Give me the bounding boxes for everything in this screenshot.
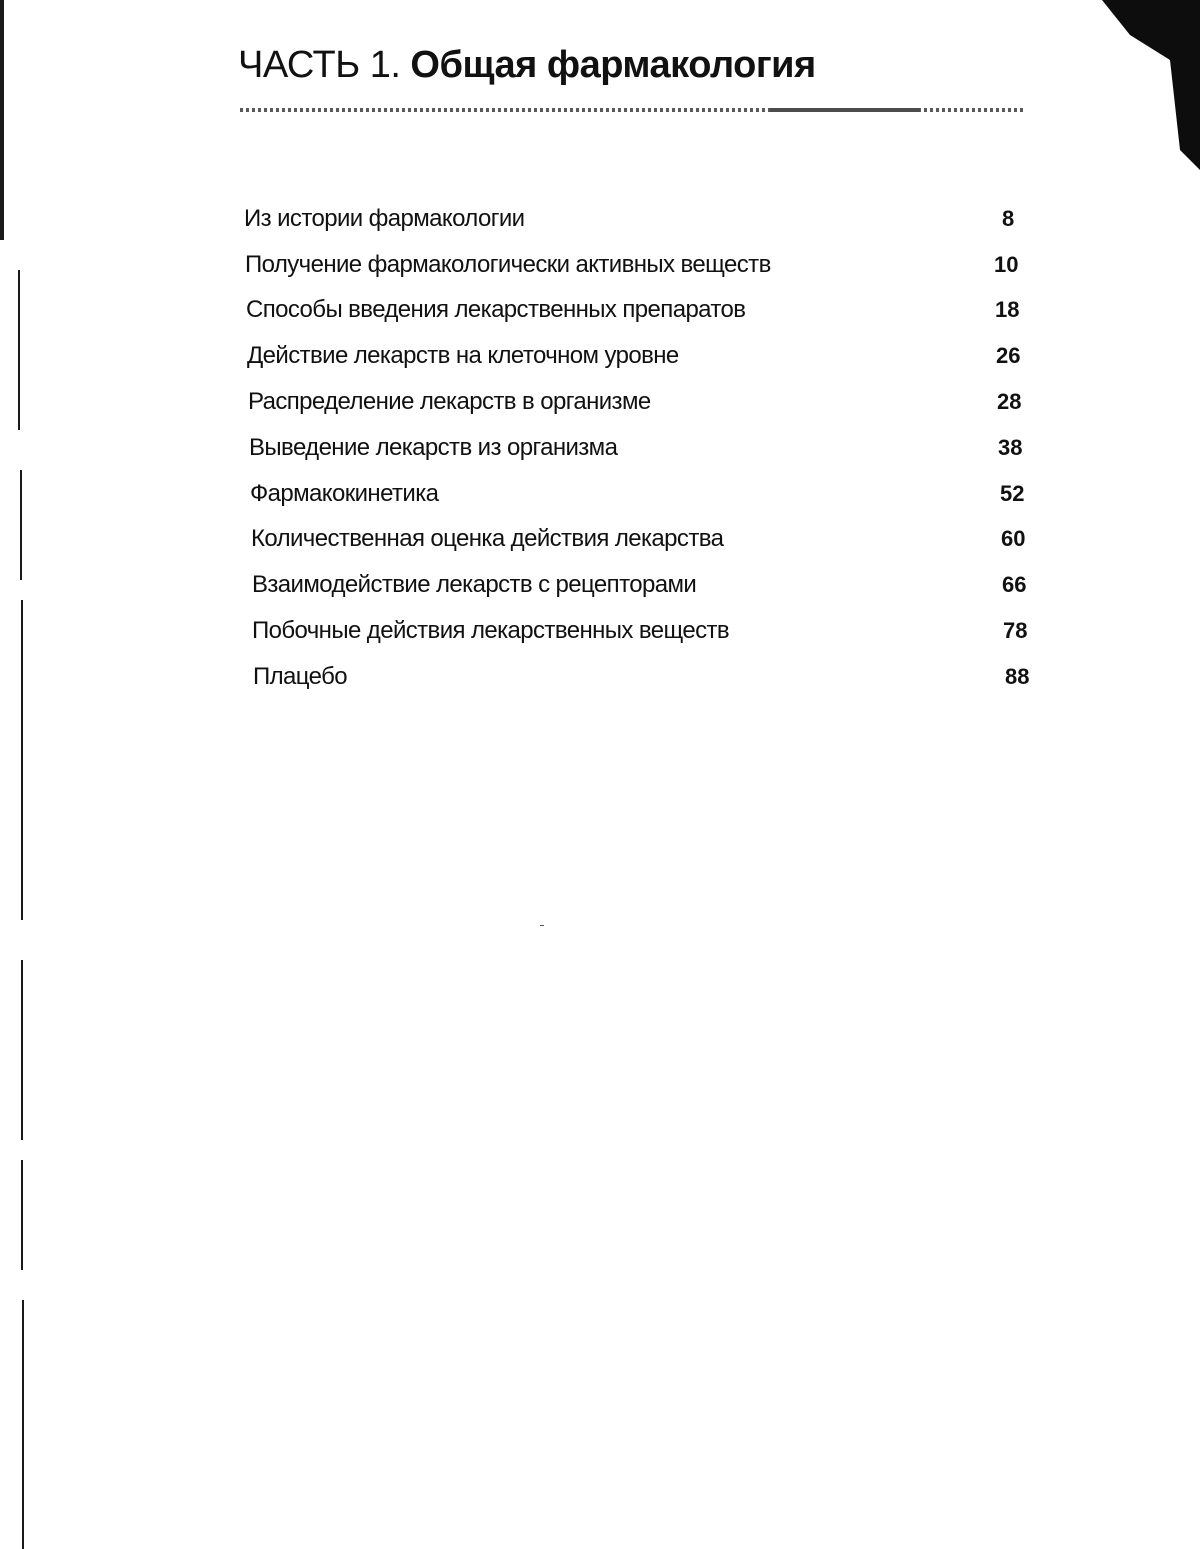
toc-entry[interactable] <box>244 517 1044 563</box>
scan-edge-line <box>21 960 23 1140</box>
toc-entry-page: 52 <box>1000 480 1025 506</box>
toc-entry[interactable] <box>244 242 1044 288</box>
scan-edge-line <box>18 270 20 430</box>
toc-entry-page: 60 <box>1001 526 1026 552</box>
toc-entry-title: Выведение лекарств из организма <box>249 433 618 461</box>
toc-entry[interactable] <box>244 608 1044 654</box>
toc-entry[interactable] <box>244 654 1044 700</box>
toc-entry-title: Действие лекарств на клеточном уровне <box>247 342 679 370</box>
toc-entry-title: Получение фармакологически активных веществ <box>245 250 771 278</box>
scan-edge-line <box>22 1300 24 1549</box>
chapter-title: Общая фармакология <box>410 44 816 86</box>
toc-entry-title: Побочные действия лекарственных веществ <box>252 617 730 645</box>
scan-edge-line <box>20 470 22 580</box>
toc-entry-title: Из истории фармакологии <box>244 204 525 232</box>
toc-entry[interactable] <box>244 196 1044 242</box>
toc-entry[interactable] <box>244 379 1044 425</box>
toc-entry-page: 88 <box>1005 663 1030 689</box>
scan-speck <box>540 925 544 926</box>
toc-entry-page: 8 <box>1002 205 1015 231</box>
page-corner-shadow <box>1090 0 1200 170</box>
toc-entry[interactable] <box>244 471 1044 517</box>
toc-entry-page: 18 <box>995 297 1020 323</box>
toc-entry-title: Фармакокинетика <box>250 479 439 507</box>
toc-entry-title: Способы введения лекарственных препаратов <box>246 296 746 324</box>
toc-entry-page: 38 <box>998 434 1023 460</box>
toc-entry-title: Плацебо <box>253 662 348 690</box>
table-of-contents <box>244 196 1044 700</box>
toc-entry-page: 78 <box>1003 618 1028 644</box>
scan-edge-line <box>21 600 23 920</box>
toc-entry-title: Распределение лекарств в организме <box>248 388 651 416</box>
chapter-number: ЧАСТЬ 1. <box>238 44 401 86</box>
toc-entry-title: Количественная оценка действия лекарства <box>251 525 724 553</box>
toc-entry-title: Взаимодействие лекарств с рецепторами <box>252 571 697 599</box>
toc-entry[interactable] <box>244 425 1044 471</box>
toc-entry-page: 10 <box>994 251 1019 277</box>
toc-entry-page: 28 <box>997 389 1022 415</box>
scan-edge-line <box>21 1160 23 1270</box>
toc-entry[interactable] <box>244 562 1044 608</box>
toc-entry-page: 66 <box>1002 572 1027 598</box>
scan-edge-shadow <box>0 0 4 240</box>
toc-entry[interactable] <box>244 288 1044 334</box>
toc-entry-page: 26 <box>996 343 1021 369</box>
toc-entry[interactable] <box>244 333 1044 379</box>
chapter-heading <box>238 40 816 90</box>
heading-divider <box>240 108 1025 112</box>
